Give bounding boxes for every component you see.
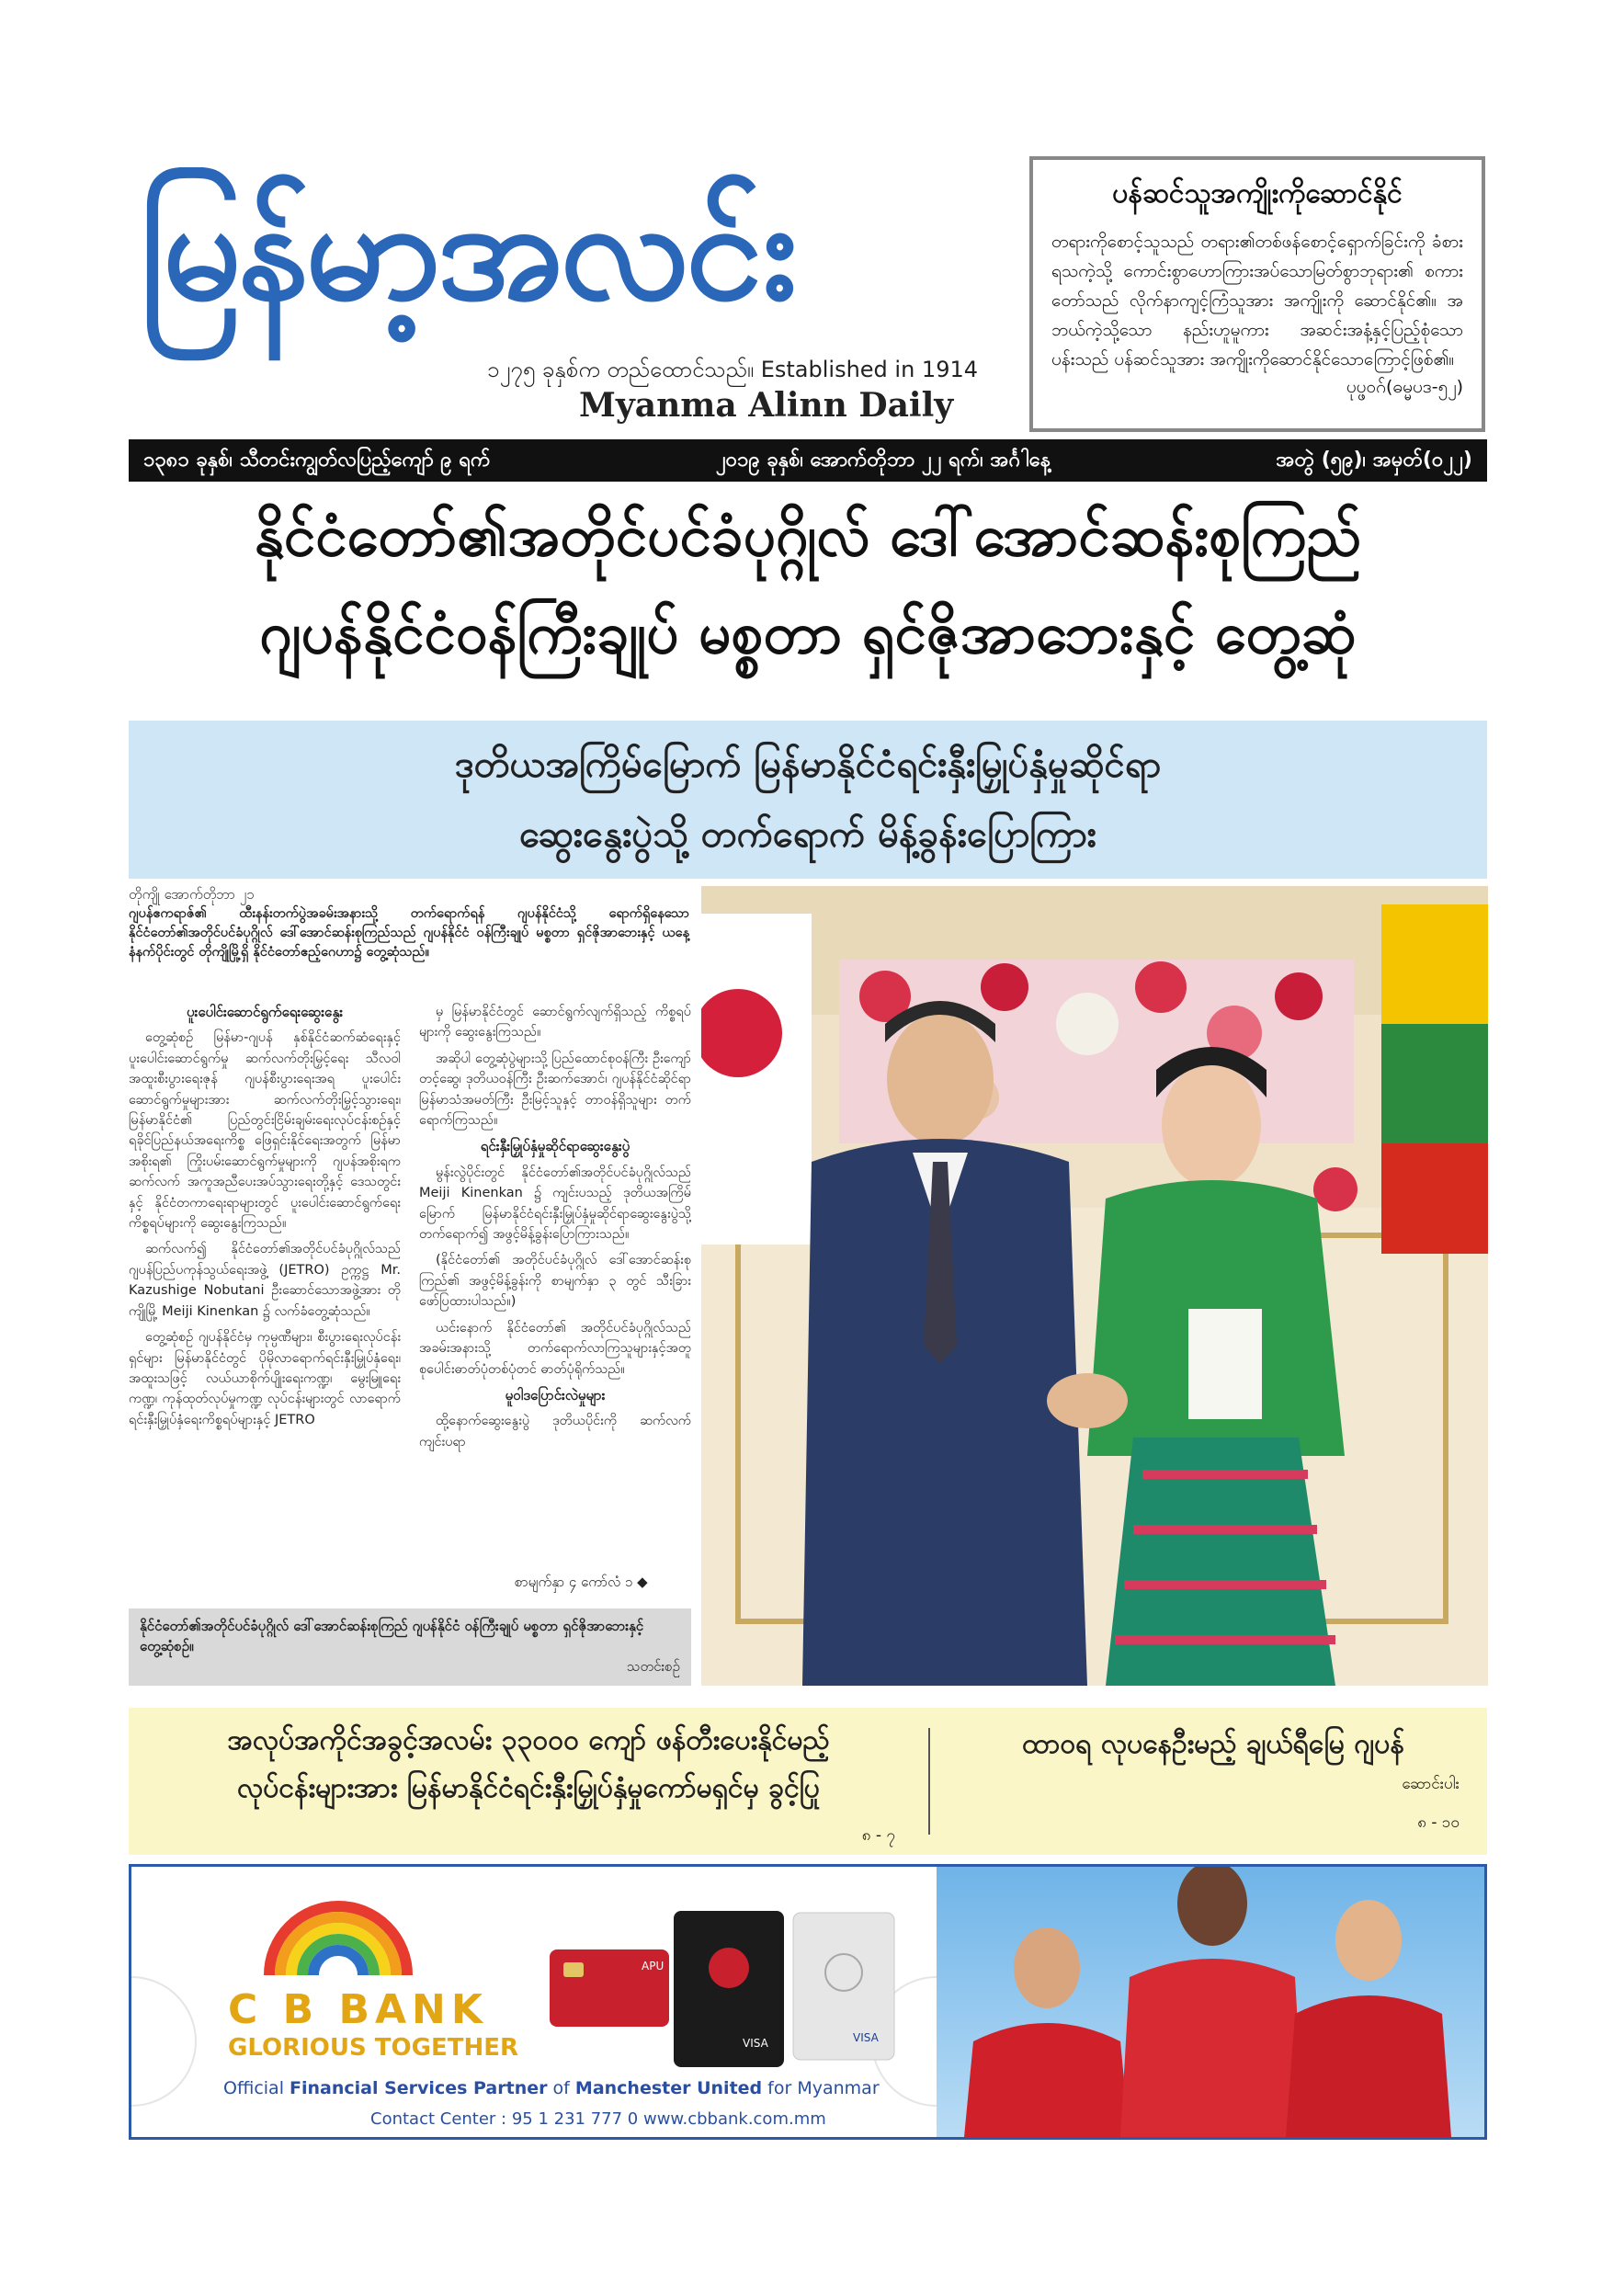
col2-paragraph-6: ထို့နောက်ဆွေးနွေးပွဲ ဒုတိယပိုင်းကို ဆက်လက် ကျင်းပရာ — [419, 1414, 691, 1449]
sub-headline — [129, 721, 1487, 879]
teaser-left-line-2: လုပ်ငန်းများအား မြန်မာနိုင်ငံရင်းနှီးမြှုပ်နှံမှုကော်မရှင်မှ ခွင့်ပြု — [237, 1772, 820, 1804]
col2-paragraph-2: အဆိုပါ တွေ့ဆုံပွဲများသို့ ပြည်ထောင်စုဝန်ကြီး ဦးကျော်တင့်ဆွေ၊ ဒုတိယဝန်ကြီး ဦးဆက်အောင်၊ ဂျပန်နိုင်ငံဆိုင်ရာ မြန်မာသံအမတ်ကြီး ဦးမြင့်သူနှင့် တာဝန်ရှိသူများ တက်ရောက်ကြသည်။ — [419, 1051, 691, 1129]
col2-paragraph-1: မှ မြန်မာနိုင်ငံတွင် ဆောင်ရွက်လျက်ရှိသည့် ကိစ္စရပ်များကို ဆွေးနွေးကြသည်။ — [419, 1005, 691, 1040]
col2-heading-2: မူဝါဒပြောင်းလဲမှုများ — [505, 1386, 606, 1404]
col2-paragraph-5: ယင်းနောက် နိုင်ငံတော်၏ အတိုင်ပင်ခံပုဂ္ဂိုလ်သည်အခမ်းအနားသို့ တက်ရောက်လာကြသူများနှင့်အတူ စုပေါင်းဓာတ်ပုံတစ်ပုံတင် ဓာတ်ပုံရိုက်သည်။ — [419, 1320, 691, 1377]
col1-paragraph-1: တွေ့ဆုံစဉ် မြန်မာ-ဂျပန် နှစ်နိုင်ငံဆက်ဆံရေးနှင့် ပူးပေါင်းဆောင်ရွက်မှု ဆက်လက်တိုးမြှင့်ရေး သီလဝါအထူးစီးပွားရေးဇုန် ဂျပန်စီးပွားရေးအရ ပူးပေါင်းဆောင်ရွက်မှုများအား ဆက်လက်တိုးမြှင့်သွားရေး၊ မြန်မာနိုင်ငံ၏ ပြည်တွင်းငြိမ်းချမ်းရေးလုပ်ငန်းစဉ်နှင့် ရခိုင်ပြည်နယ်အရေးကိစ္စ ဖြေရှင်းနိုင်ရေးအတွက် မြန်မာအစိုးရ၏ ကြိုးပမ်းဆောင်ရွက်မှုများကို ဂျပန်အစိုးရက ဆက်လက် အကူအညီပေးအပ်သွားရေးတို့နှင့် ဒေသတွင်းနှင့် နိုင်ငံတကာရေးရာများတွင် ပူးပေါင်းဆောင်ရွက်ရေးကိစ္စရပ်များကို ဆွေးနွေးကြသည်။ — [129, 1030, 401, 1232]
teaser-right-line: ထာဝရ လုပနေဦးမည့် ချယ်ရီမြေ ဂျပန် — [1022, 1728, 1404, 1760]
headline-line-2: ဂျပန်နိုင်ငံဝန်ကြီးချုပ် မစ္စတာ ရှင်ဇိုအာဘေးနှင့် တွေ့ဆုံ — [259, 599, 1357, 666]
rainbow-logo-icon — [269, 1906, 407, 1975]
player-2 — [1120, 1867, 1304, 2137]
partner-pre: Official — [223, 2078, 290, 2098]
teaser-right-page: ၈ - ၁၀ — [1417, 1813, 1460, 1832]
article-dateline: တိုကျို အောက်တိုဘာ ၂၁ — [129, 886, 255, 903]
subhead-line-1: ဒုတိယအကြိမ်မြောက် မြန်မာနိုင်ငံရင်းနှီးမြှုပ်နှံမှုဆိုင်ရာ — [454, 744, 1162, 786]
newspaper-english-name: Myanma Alinn Daily — [579, 386, 954, 425]
editorial-body: တရားကိုစောင့်သူသည် တရား၏တစ်ဖန်စောင့်ရှောက်ခြင်းကို ခံစားရသကဲ့သို့ ကောင်းစွာဟောကြားအပ်သောမြတ်စွာဘုရား၏ စကားတော်သည် လိုက်နာကျင့်ကြံသူအား အကျိုးကို ဆောင်နိုင်၏။ အဘယ်ကဲ့သို့သော နည်းဟူမူကား အဆင်းအနံ့နှင့်ပြည့်စုံသော ပန်းသည် ပန်ဆင်သူအား အကျိုးကိုဆောင်နိုင်သောကြောင့်ဖြစ်၏။ — [1051, 232, 1463, 369]
col1-paragraph-3: တွေ့ဆုံစဉ် ဂျပန်နိုင်ငံမှ ကုမ္ပဏီများ၊ စီးပွားရေးလုပ်ငန်းရှင်များ မြန်မာနိုင်ငံတွင် ပိုမိုလာရောက်ရင်းနှီးမြှုပ်နှံရေး၊ အထူးသဖြင့် လယ်ယာစိုက်ပျိုးရေးကဏ္ဍ၊ မွေးမြူရေးကဏ္ဍ၊ ကုန်ထုတ်လုပ်မှုကဏ္ဍ လုပ်ငန်းများတွင် လာရောက်ရင်းနှီးမြှုပ်နှံရေးကိစ္စရပ်များနှင့် JETRO — [129, 1330, 401, 1427]
partner-bold-2: Manchester United — [574, 2078, 763, 2098]
established-line: ၁၂၇၅ ခုနှစ်က တည်ထောင်သည်။ Established in 1914 — [487, 357, 978, 382]
cb-bank-advertisement[interactable] — [129, 1864, 1487, 2140]
player-1 — [964, 1927, 1130, 2137]
teaser-right[interactable] — [956, 1721, 1471, 1832]
ad-right-photo — [937, 1867, 1487, 2137]
continued-marker: စာမျက်နှာ ၄ ကော်လံ ၁ ◆ — [515, 1574, 648, 1590]
col1-heading: ပူးပေါင်းဆောင်ရွက်ရေးဆွေးနွေး — [186, 1004, 344, 1020]
partner-post: for Myanmar — [762, 2078, 880, 2098]
date-bar — [129, 439, 1487, 482]
teaser-strip — [129, 1708, 1487, 1855]
bank-slogan: GLORIOUS TOGETHER — [228, 2034, 518, 2062]
col2-paragraph-3: မွန်းလွဲပိုင်းတွင် နိုင်ငံတော်၏အတိုင်ပင်ခံပုဂ္ဂိုလ်သည် Meiji Kinenkan ၌ ကျင်းပသည့် ဒုတိယအကြိမ်မြောက် မြန်မာနိုင်ငံရင်းနှီးမြှုပ်နှံမှုဆိုင်ရာဆွေးနွေးပွဲသို့ တက်ရောက်၍ အဖွင့်မိန့်ခွန်းပြောကြားသည်။ — [419, 1165, 691, 1243]
silver-card — [793, 1913, 894, 2060]
main-headline — [129, 487, 1487, 682]
article-column-1 — [129, 1002, 401, 1436]
caption-credit: သတင်းစဉ် — [627, 1658, 680, 1675]
bank-partner-line — [223, 2078, 880, 2098]
editorial-source: ပုပ္ဖဝဂ်(ဓမ္မပဒ-၅၂) — [1346, 377, 1463, 397]
article-lede: ဂျပန်ဧကရာဇ်၏ ထီးနန်းတက်ပွဲအခမ်းအနားသို့ တက်ရောက်ရန် ဂျပန်နိုင်ငံသို့ ရောက်ရှိနေသော နိုင်ငံတော်၏အတိုင်ပင်ခံပုဂ္ဂိုလ် ဒေါ်အောင်ဆန်းစုကြည်သည် ဂျပန်နိုင်ငံ ဝန်ကြီးချုပ် မစ္စတာ ရှင်ဇိုအာဘေးနှင့် ယနေ့နံနက်ပိုင်းတွင် တိုကျိုမြို့ရှိ နိုင်ငံတော်ဧည့်ဂေဟာ၌ တွေ့ဆုံသည်။ — [129, 906, 689, 960]
card-1-label: APU — [642, 1960, 665, 1972]
myanmar-date: ၁၃၈၁ ခုနှစ်၊ သီတင်းကျွတ်လပြည့်ကျော် ၉ ရက် — [143, 448, 491, 472]
players-illustration — [937, 1867, 1487, 2137]
newspaper-logo — [129, 154, 956, 347]
issue-number: အတွဲ (၅၉)၊ အမှတ်(၀၂၂) — [1276, 448, 1472, 472]
photo-caption — [129, 1608, 691, 1686]
teaser-left-line-1: အလုပ်အကိုင်အခွင့်အလမ်း ၃၃၀၀၀ ကျော် ဖန်တီးပေးနိုင်မည့် — [227, 1724, 830, 1756]
headline-line-1: နိုင်ငံတော်၏အတိုင်ပင်ခံပုဂ္ဂိုလ် ဒေါ်အောင်ဆန်းစုကြည် — [254, 502, 1362, 569]
ad-left-panel — [131, 1867, 937, 2137]
teaser-left[interactable] — [129, 1717, 928, 1845]
black-card — [674, 1911, 784, 2067]
card-3-label: VISA — [853, 2031, 879, 2044]
partner-bold-1: Financial Services Partner — [290, 2078, 548, 2098]
news-photo — [701, 886, 1488, 1686]
col2-heading-1: ရင်းနှီးမြှုပ်နှံမှုဆိုင်ရာဆွေးနွေးပွဲ — [480, 1138, 630, 1155]
col1-paragraph-2: ဆက်လက်၍ နိုင်ငံတော်၏အတိုင်ပင်ခံပုဂ္ဂိုလ်သည် ဂျပန်ပြည်ပကုန်သွယ်ရေးအဖွဲ့ (JETRO) ဥက္ကဋ္ဌ Mr. Kazushige Nobutani ဦးဆောင်သောအဖွဲ့အား တိုကျိုမြို့ Meiji Kinenkan ၌ လက်ခံတွေ့ဆုံသည်။ — [129, 1242, 401, 1319]
editorial-box — [1029, 156, 1485, 432]
card-2-label: VISA — [743, 2037, 768, 2050]
red-debit-card — [550, 1949, 669, 2027]
masthead — [129, 154, 978, 430]
teaser-right-note: ဆောင်းပါး — [1402, 1775, 1460, 1793]
col2-paragraph-4: (နိုင်ငံတော်၏ အတိုင်ပင်ခံပုဂ္ဂိုလ် ဒေါ်အောင်ဆန်းစုကြည်၏ အဖွင့်မိန့်ခွန်းကို စာမျက်နှာ ၃ တွင် သီးခြားဖော်ပြထားပါသည်။) — [419, 1253, 691, 1310]
article-column-2 — [419, 1002, 691, 1458]
partner-mid: of — [547, 2078, 575, 2098]
subhead-line-2: ဆွေးနွေးပွဲသို့ တက်ရောက် မိန့်ခွန်းပြောကြား — [519, 813, 1096, 856]
teaser-left-page: ၈ - ၇ — [861, 1826, 895, 1845]
logo-text: မြန်မာ့အလင်း — [140, 171, 794, 331]
bank-name: C B BANK — [228, 1986, 488, 2033]
photo-illustration — [701, 886, 1488, 1686]
teaser-divider — [928, 1728, 930, 1835]
bank-contact: Contact Center : 95 1 231 777 0 www.cbbank.com.mm — [370, 2109, 826, 2129]
gregorian-date: ၂၀၁၉ ခုနှစ်၊ အောက်တိုဘာ ၂၂ ရက်၊ အင်္ဂါနေ့ — [715, 448, 1051, 472]
player-3 — [1286, 1900, 1451, 2137]
editorial-title: ပန်ဆင်သူအကျိုးကိုဆောင်နိုင် — [1112, 177, 1403, 210]
caption-text: နိုင်ငံတော်၏အတိုင်ပင်ခံပုဂ္ဂိုလ် ဒေါ်အောင်ဆန်းစုကြည် ဂျပန်နိုင်ငံ ဝန်ကြီးချုပ် မစ္စတာ ရှင်ဇိုအာဘေးနှင့် တွေ့ဆုံစဉ်။ — [140, 1618, 644, 1654]
